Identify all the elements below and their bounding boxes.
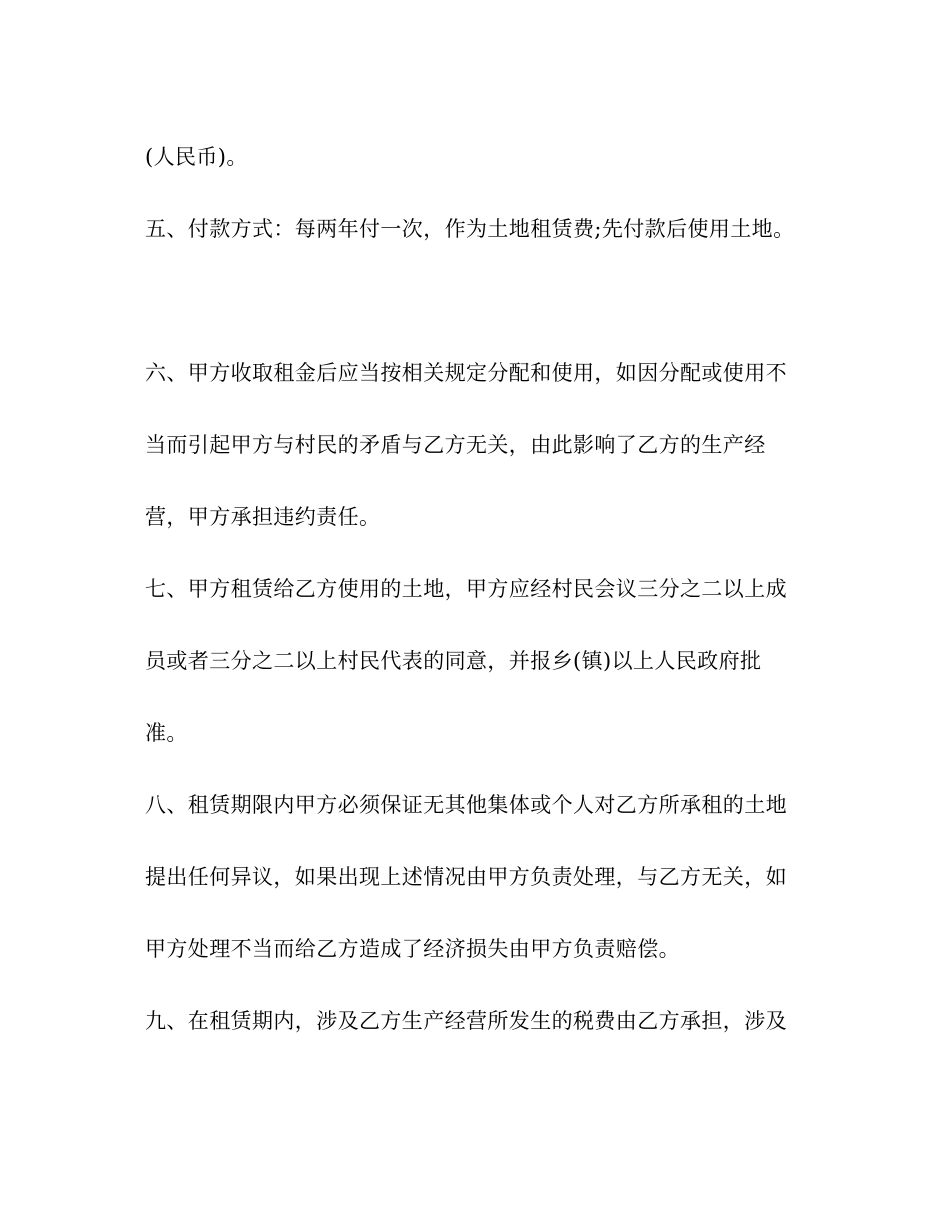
text-line: 当而引起甲方与村民的矛盾与乙方无关，由此影响了乙方的生产经 xyxy=(145,433,766,457)
text-line: 甲方处理不当而给乙方造成了经济损失由甲方负责赔偿。 xyxy=(145,937,680,961)
text-line: 七、甲方租赁给乙方使用的土地，甲方应经村民会议三分之二以上成 xyxy=(145,577,787,601)
text-line: 六、甲方收取租金后应当按相关规定分配和使用，如因分配或使用不 xyxy=(145,361,787,385)
text-line: 员或者三分之二以上村民代表的同意，并报乡(镇)以上人民政府批 xyxy=(145,649,762,673)
text-line: 准。 xyxy=(145,721,188,745)
text-line: (人民币)。 xyxy=(145,145,248,169)
text-line: 八、租赁期限内甲方必须保证无其他集体或个人对乙方所承租的土地 xyxy=(145,793,787,817)
text-line: 九、在租赁期内，涉及乙方生产经营所发生的税费由乙方承担，涉及 xyxy=(145,1009,787,1033)
text-line: 营，甲方承担违约责任。 xyxy=(145,505,381,529)
text-line: 五、付款方式：每两年付一次，作为土地租赁费;先付款后使用土地。 xyxy=(145,217,795,241)
text-line: 提出任何异议，如果出现上述情况由甲方负责处理，与乙方无关，如 xyxy=(145,865,787,889)
